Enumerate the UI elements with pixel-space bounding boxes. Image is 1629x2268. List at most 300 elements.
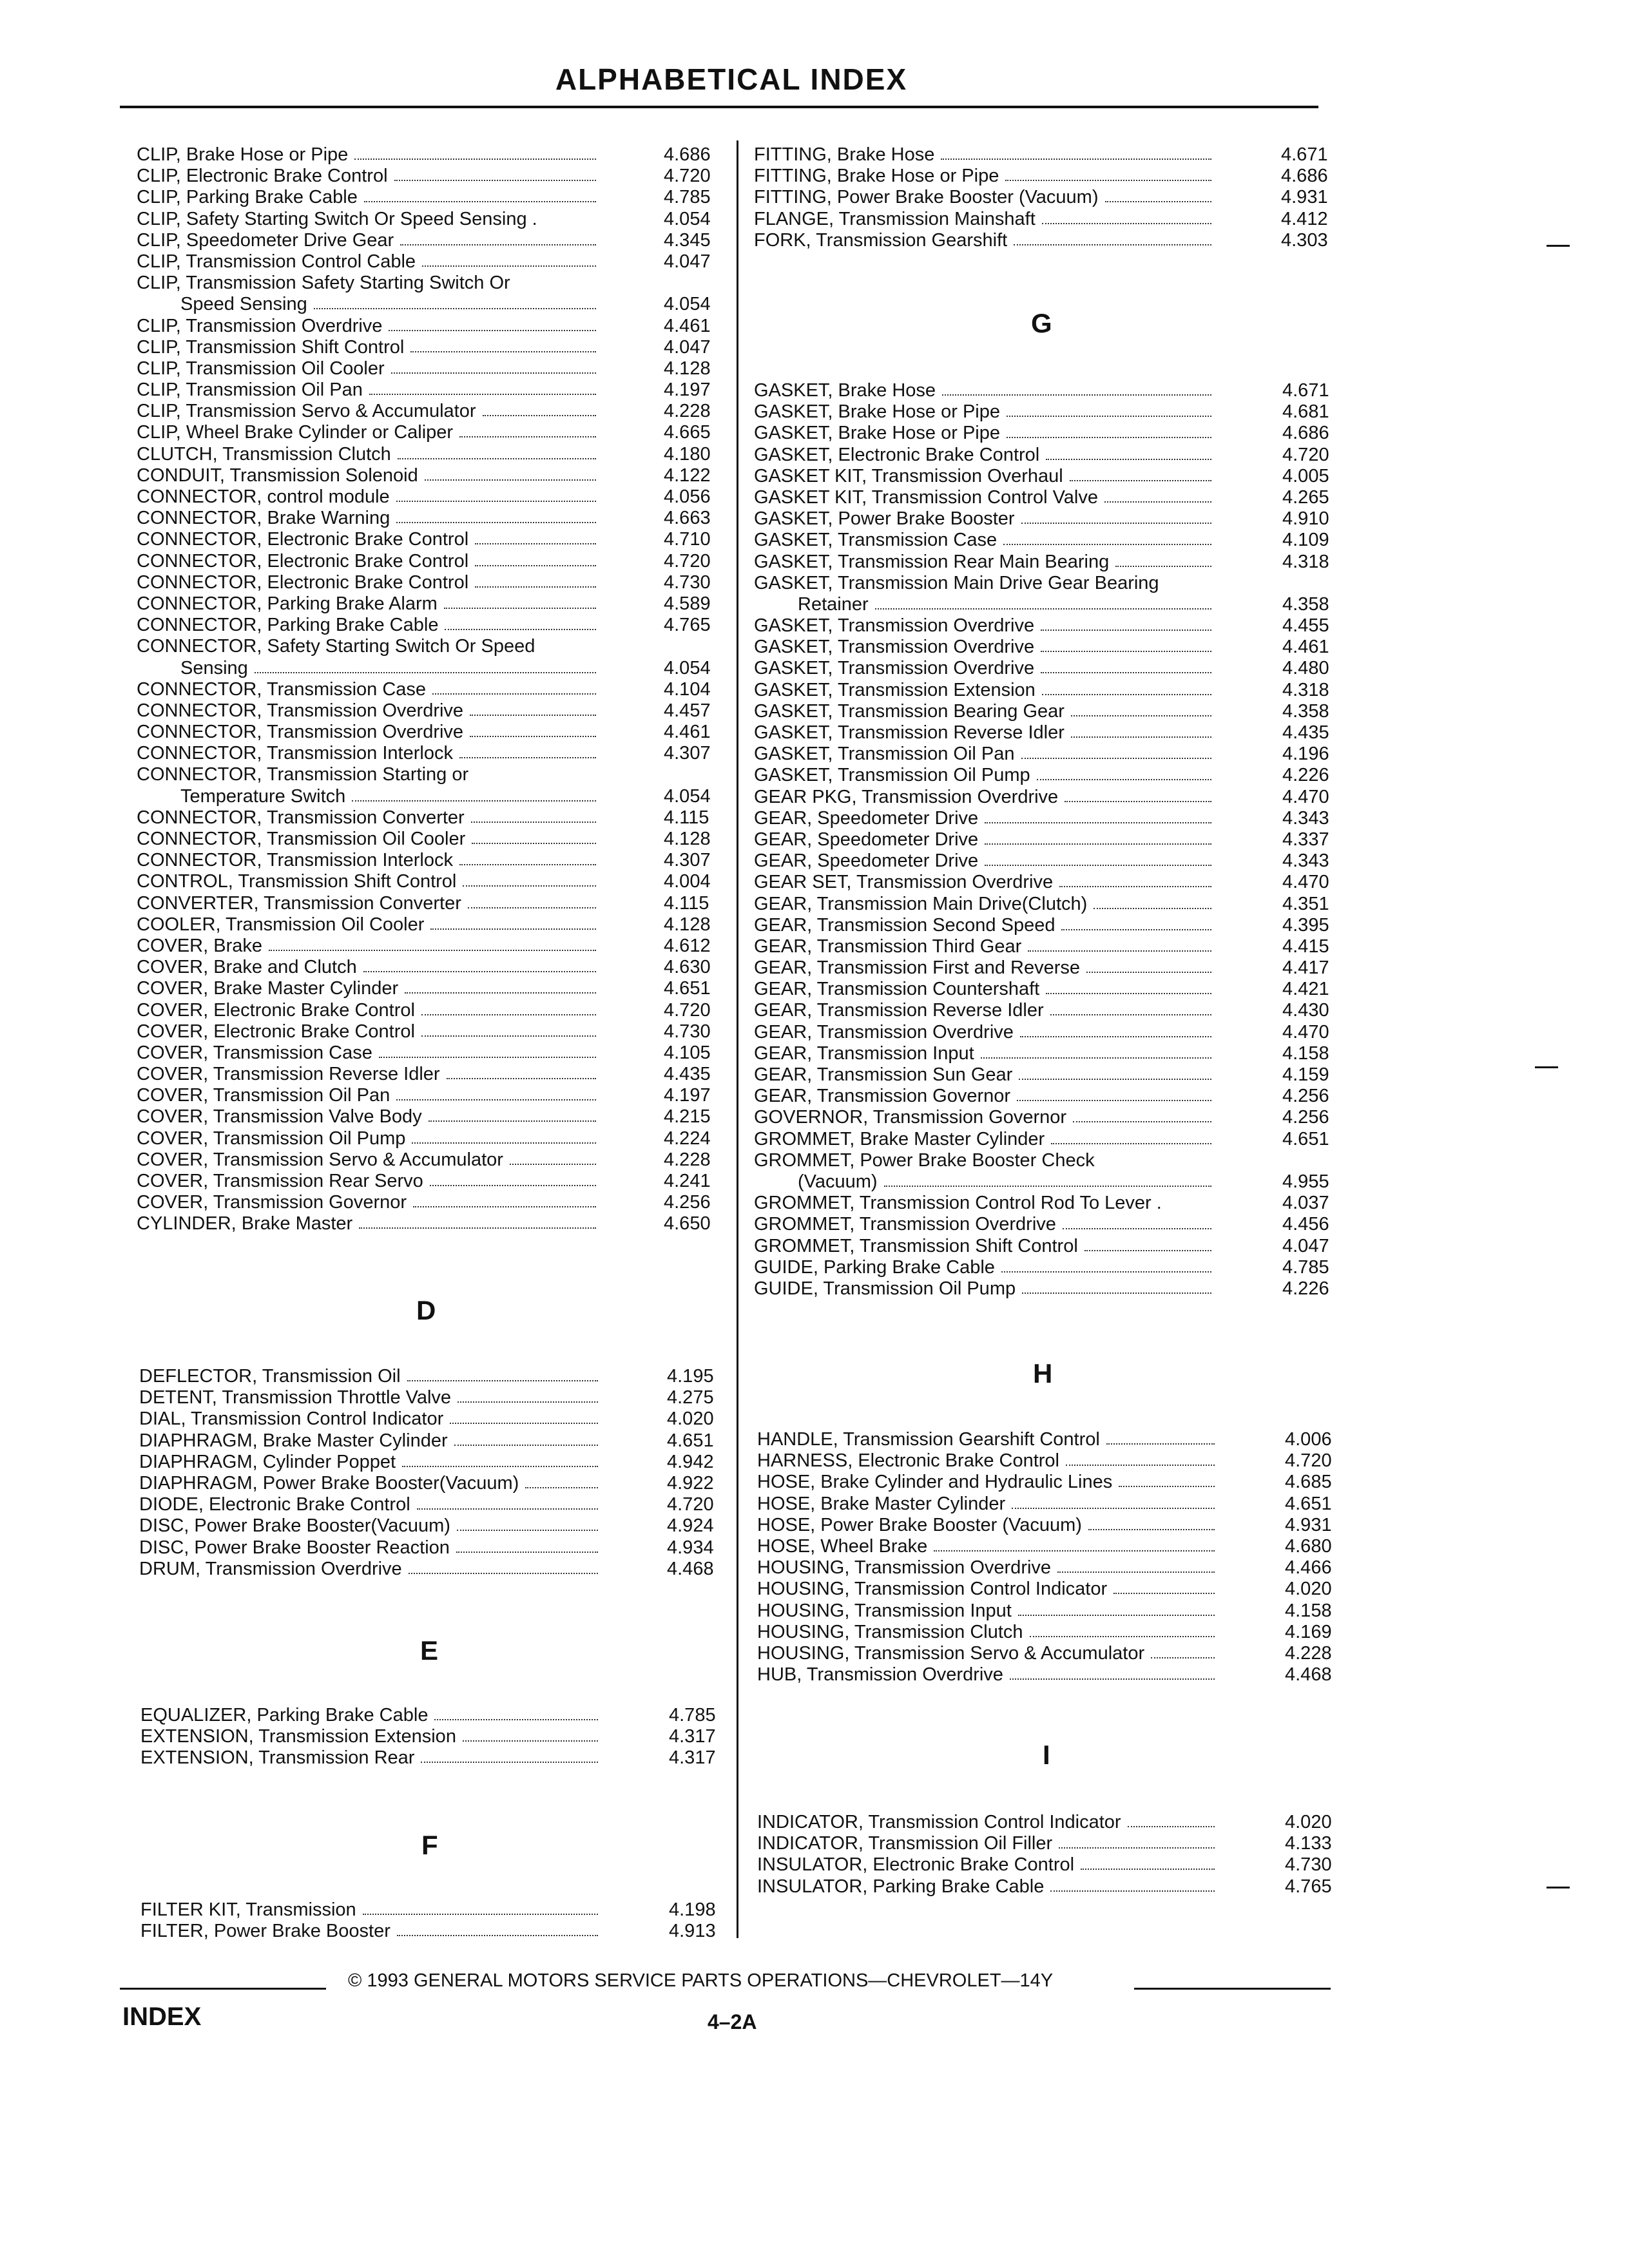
index-entry bbox=[757, 1600, 1375, 1622]
dot-leader bbox=[1128, 1826, 1215, 1827]
index-entry-text: DIAPHRAGM, Power Brake Booster(Vacuum) bbox=[139, 1472, 519, 1494]
index-entry bbox=[137, 615, 754, 636]
index-entry bbox=[139, 1559, 757, 1580]
index-entry-page: 4.020 bbox=[1285, 1812, 1332, 1832]
dot-leader bbox=[391, 372, 596, 374]
index-entry bbox=[754, 829, 1373, 850]
index-entry bbox=[757, 1557, 1375, 1579]
dot-leader bbox=[1059, 886, 1211, 887]
index-entry-text: CONNECTOR, Electronic Brake Control bbox=[137, 529, 469, 550]
dot-leader bbox=[413, 1206, 596, 1207]
index-entry-text: DISC, Power Brake Booster(Vacuum) bbox=[139, 1515, 450, 1537]
index-entry-text: CONNECTOR, Parking Brake Cable bbox=[137, 615, 439, 636]
index-entry-page: 4.317 bbox=[669, 1747, 716, 1769]
index-entry-text: FLANGE, Transmission Mainshaft bbox=[754, 208, 1036, 229]
index-entry-text: GASKET, Brake Hose or Pipe bbox=[754, 401, 1000, 423]
index-entry-page: 4.685 bbox=[1285, 1472, 1332, 1493]
index-entry-page: 4.180 bbox=[664, 443, 711, 465]
dot-leader bbox=[459, 864, 596, 865]
dot-leader bbox=[394, 180, 596, 181]
index-entry-text: Sensing bbox=[180, 657, 248, 678]
index-entry-page: 4.720 bbox=[1282, 444, 1329, 465]
index-entry bbox=[757, 1472, 1375, 1493]
dot-leader bbox=[934, 1550, 1215, 1552]
margin-mark bbox=[1547, 1887, 1570, 1888]
dot-leader bbox=[379, 1057, 596, 1058]
index-entry-text: GASKET, Brake Hose or Pipe bbox=[754, 423, 1000, 444]
dot-leader bbox=[459, 757, 596, 758]
index-entry-page: 4.456 bbox=[1282, 1214, 1329, 1235]
index-entry-page: 4.470 bbox=[1282, 1021, 1329, 1043]
index-entry-page: 4.720 bbox=[664, 999, 711, 1021]
index-entry-text: CLIP, Transmission Shift Control bbox=[137, 336, 405, 358]
index-entry-page: 4.158 bbox=[1285, 1600, 1332, 1621]
dot-leader bbox=[421, 1014, 596, 1015]
index-entry bbox=[137, 551, 754, 572]
dot-leader bbox=[1059, 1847, 1215, 1849]
index-entry-page: 4.351 bbox=[1282, 893, 1329, 914]
index-entry-page: 4.686 bbox=[1281, 166, 1328, 187]
dot-leader bbox=[425, 479, 596, 481]
dot-leader bbox=[444, 608, 596, 609]
index-entry-text: CONNECTOR, Parking Brake Alarm bbox=[137, 593, 438, 614]
index-entry-text: CONNECTOR, control module bbox=[137, 486, 390, 507]
index-entry bbox=[757, 1643, 1375, 1664]
section-letter-h: H bbox=[1033, 1358, 1053, 1389]
dot-leader bbox=[1041, 629, 1211, 631]
index-entry bbox=[754, 166, 1371, 187]
index-entry-text: GASKET, Transmission Overdrive bbox=[754, 615, 1035, 637]
index-entry-text: CONVERTER, Transmission Converter bbox=[137, 892, 461, 914]
dot-leader bbox=[421, 1762, 598, 1763]
index-entry-page: 4.468 bbox=[1285, 1664, 1332, 1686]
index-entry bbox=[754, 637, 1373, 658]
index-entry bbox=[757, 1876, 1375, 1898]
index-entry-page: 4.318 bbox=[1282, 551, 1329, 572]
dot-leader bbox=[483, 415, 596, 416]
index-entry bbox=[137, 700, 754, 722]
index-entry-text: CLUTCH, Transmission Clutch bbox=[137, 443, 391, 465]
index-entry bbox=[137, 743, 754, 764]
index-entry-text: CONDUIT, Transmission Solenoid bbox=[137, 465, 418, 486]
footer-page-number: 4–2A bbox=[708, 2010, 757, 2033]
index-entry bbox=[757, 1664, 1375, 1686]
dot-leader bbox=[1094, 908, 1211, 909]
dot-leader bbox=[1030, 1636, 1215, 1637]
index-entry-text: Temperature Switch bbox=[180, 785, 346, 807]
dot-leader bbox=[1084, 1250, 1211, 1251]
dot-leader bbox=[1042, 223, 1211, 224]
index-entry bbox=[137, 144, 754, 166]
dot-leader bbox=[1113, 1593, 1215, 1594]
index-entry bbox=[137, 871, 754, 892]
dot-leader bbox=[255, 672, 596, 673]
index-entry-page: 4.680 bbox=[1285, 1535, 1332, 1557]
index-entry bbox=[137, 658, 754, 679]
index-entry bbox=[137, 209, 754, 230]
section-d-list bbox=[139, 1366, 757, 1580]
index-entry-page: 4.226 bbox=[1282, 765, 1329, 786]
index-entry-text: HARNESS, Electronic Brake Control bbox=[757, 1450, 1059, 1472]
index-entry bbox=[137, 401, 754, 422]
title-rule bbox=[120, 106, 1318, 108]
index-entry-text: HOSE, Brake Cylinder and Hydraulic Lines bbox=[757, 1472, 1113, 1493]
left-column-list bbox=[137, 144, 754, 1235]
index-entry-text: GEAR, Speedometer Drive bbox=[754, 850, 979, 872]
index-entry-page: 4.665 bbox=[664, 422, 711, 443]
index-entry-page: 4.197 bbox=[664, 380, 711, 401]
dot-leader bbox=[1041, 651, 1211, 652]
dot-leader bbox=[525, 1487, 598, 1488]
index-entry-text: GEAR PKG, Transmission Overdrive bbox=[754, 786, 1059, 807]
index-entry bbox=[139, 1473, 757, 1494]
index-entry-page: 4.730 bbox=[1285, 1854, 1332, 1876]
index-entry bbox=[757, 1812, 1375, 1833]
index-entry-text: GEAR, Speedometer Drive bbox=[754, 829, 979, 850]
dot-leader bbox=[1057, 1571, 1215, 1573]
dot-leader bbox=[398, 458, 596, 459]
index-entry-page: 4.054 bbox=[664, 294, 711, 315]
index-entry-text: COVER, Transmission Reverse Idler bbox=[137, 1064, 440, 1085]
index-entry-page: 4.228 bbox=[664, 1149, 711, 1170]
index-entry bbox=[757, 1536, 1375, 1557]
index-entry bbox=[757, 1854, 1375, 1876]
index-entry-text: Speed Sensing bbox=[180, 294, 307, 315]
index-entry-page: 4.337 bbox=[1282, 829, 1329, 850]
index-entry bbox=[754, 722, 1373, 744]
index-entry bbox=[140, 1705, 759, 1726]
dot-leader bbox=[985, 843, 1211, 845]
index-entry-page: 4.955 bbox=[1282, 1171, 1329, 1192]
dot-leader bbox=[1007, 416, 1211, 417]
index-entry-page: 4.612 bbox=[664, 935, 711, 956]
section-g-list bbox=[754, 380, 1373, 1300]
dot-leader bbox=[412, 1142, 596, 1144]
index-entry-text: CONNECTOR, Transmission Interlock bbox=[137, 850, 453, 871]
index-entry-text: CLIP, Electronic Brake Control bbox=[137, 166, 388, 187]
index-entry bbox=[137, 1213, 754, 1235]
margin-mark bbox=[1547, 245, 1570, 247]
index-entry-page: 4.589 bbox=[664, 593, 711, 614]
index-entry-text: CONNECTOR, Transmission Converter bbox=[137, 807, 465, 828]
section-letter-f: F bbox=[421, 1830, 438, 1860]
index-entry bbox=[137, 337, 754, 358]
dot-leader bbox=[1005, 180, 1211, 181]
index-entry-text: GEAR, Transmission Governor bbox=[754, 1086, 1011, 1107]
index-entry-page: 4.020 bbox=[1285, 1579, 1332, 1600]
index-entry-page: 4.730 bbox=[664, 1021, 711, 1042]
index-entry bbox=[137, 1192, 754, 1213]
dot-leader bbox=[985, 822, 1211, 823]
dot-leader bbox=[981, 1057, 1211, 1059]
index-entry-text: GEAR, Transmission Reverse Idler bbox=[754, 1000, 1044, 1021]
index-entry bbox=[137, 764, 754, 785]
dot-leader bbox=[454, 1445, 598, 1446]
footer-section: INDEX bbox=[122, 2003, 202, 2031]
index-entry-page: 4.651 bbox=[667, 1430, 714, 1451]
index-entry-page: 4.047 bbox=[664, 251, 711, 272]
index-entry bbox=[137, 572, 754, 593]
index-entry-page: 4.128 bbox=[664, 914, 711, 935]
dot-leader bbox=[470, 715, 596, 716]
index-entry bbox=[137, 636, 754, 657]
index-entry-page: 4.128 bbox=[664, 829, 711, 849]
index-entry bbox=[754, 787, 1373, 808]
dot-leader bbox=[463, 1740, 598, 1742]
index-entry bbox=[140, 1726, 759, 1747]
dot-leader bbox=[1071, 736, 1211, 738]
section-f-list bbox=[140, 1899, 759, 1942]
index-entry bbox=[137, 187, 754, 208]
index-entry-page: 4.663 bbox=[664, 508, 711, 529]
index-entry-text: GASKET, Transmission Case bbox=[754, 530, 998, 551]
index-entry-page: 4.318 bbox=[1282, 679, 1329, 700]
dot-leader bbox=[1018, 1615, 1215, 1616]
index-entry-text: CLIP, Wheel Brake Cylinder or Caliper bbox=[137, 422, 454, 443]
index-entry-text: GROMMET, Brake Master Cylinder bbox=[754, 1128, 1045, 1149]
index-entry-page: 4.461 bbox=[664, 722, 711, 743]
section-letter-g: G bbox=[1031, 308, 1052, 338]
dot-leader bbox=[400, 244, 596, 245]
index-entry bbox=[137, 465, 754, 486]
index-entry-text: GROMMET, Transmission Overdrive bbox=[754, 1214, 1056, 1235]
index-entry bbox=[754, 1129, 1373, 1150]
index-entry bbox=[754, 508, 1373, 530]
dot-leader bbox=[1050, 1890, 1215, 1892]
dot-leader bbox=[1081, 1869, 1215, 1870]
index-entry-text: GASKET, Transmission Bearing Gear bbox=[754, 700, 1065, 722]
index-entry-page: 4.461 bbox=[1282, 637, 1329, 658]
index-entry bbox=[137, 273, 754, 294]
index-entry-page: 4.922 bbox=[667, 1472, 714, 1494]
index-entry bbox=[754, 380, 1373, 401]
index-entry-text: GROMMET, Transmission Control Rod To Lever . bbox=[754, 1193, 1162, 1214]
index-entry-page: 4.671 bbox=[1282, 380, 1329, 401]
index-entry bbox=[754, 1236, 1373, 1257]
dot-leader bbox=[450, 1423, 598, 1424]
index-entry bbox=[754, 765, 1373, 786]
index-entry-page: 4.412 bbox=[1281, 208, 1328, 229]
index-entry-page: 4.159 bbox=[1282, 1064, 1329, 1085]
index-entry-text: GASKET, Transmission Reverse Idler bbox=[754, 722, 1065, 743]
section-h-list bbox=[757, 1429, 1375, 1686]
index-entry-page: 4.730 bbox=[664, 572, 711, 593]
index-entry-text: CONNECTOR, Electronic Brake Control bbox=[137, 572, 469, 593]
dot-leader bbox=[1106, 1443, 1215, 1445]
index-entry-text: Retainer bbox=[798, 593, 869, 615]
section-letter-e: E bbox=[420, 1635, 439, 1666]
footer-rule-right bbox=[1134, 1988, 1331, 1990]
index-entry-page: 4.720 bbox=[1285, 1450, 1332, 1472]
index-entry bbox=[139, 1515, 757, 1537]
dot-leader bbox=[1019, 1079, 1211, 1080]
dot-leader bbox=[422, 265, 596, 267]
index-entry-page: 4.686 bbox=[1282, 423, 1329, 444]
index-entry-text: HOSE, Wheel Brake bbox=[757, 1535, 928, 1557]
dot-leader bbox=[471, 822, 596, 823]
index-entry-page: 4.198 bbox=[669, 1899, 716, 1920]
index-entry-page: 4.241 bbox=[664, 1171, 711, 1191]
dot-leader bbox=[459, 436, 596, 437]
index-entry bbox=[754, 1150, 1373, 1171]
index-entry-page: 4.785 bbox=[669, 1705, 716, 1725]
index-entry-page: 4.303 bbox=[1281, 229, 1328, 251]
index-entry bbox=[139, 1537, 757, 1559]
index-entry bbox=[754, 552, 1373, 573]
index-entry-page: 4.054 bbox=[664, 657, 711, 678]
index-entry-page: 4.686 bbox=[664, 144, 711, 165]
index-entry-page: 4.461 bbox=[664, 315, 711, 336]
index-entry bbox=[137, 508, 754, 529]
index-entry-page: 4.256 bbox=[664, 1192, 711, 1213]
index-entry-page: 4.228 bbox=[664, 401, 711, 422]
dot-leader bbox=[884, 1186, 1211, 1187]
dot-leader bbox=[1037, 779, 1211, 780]
index-entry bbox=[754, 1214, 1373, 1235]
index-entry-page: 4.671 bbox=[1281, 144, 1328, 165]
dot-leader bbox=[1022, 1293, 1211, 1294]
index-entry-text: HOUSING, Transmission Control Indicator bbox=[757, 1579, 1108, 1600]
index-entry-page: 4.785 bbox=[1282, 1256, 1329, 1278]
index-entry bbox=[757, 1622, 1375, 1643]
index-entry-text: GASKET, Transmission Overdrive bbox=[754, 658, 1035, 679]
dot-leader bbox=[396, 501, 596, 502]
index-entry bbox=[757, 1494, 1375, 1515]
index-entry-page: 4.415 bbox=[1282, 936, 1329, 957]
index-entry-text: HOSE, Brake Master Cylinder bbox=[757, 1493, 1006, 1514]
index-entry-text: COVER, Transmission Oil Pan bbox=[137, 1085, 390, 1106]
index-entry bbox=[139, 1494, 757, 1515]
index-entry bbox=[754, 915, 1373, 936]
dot-leader bbox=[1001, 1271, 1211, 1273]
index-entry-text: GOVERNOR, Transmission Governor bbox=[754, 1107, 1067, 1128]
index-entry-page: 4.417 bbox=[1282, 957, 1329, 979]
dot-leader bbox=[1086, 972, 1211, 973]
index-entry bbox=[757, 1450, 1375, 1472]
index-entry-text: GEAR, Speedometer Drive bbox=[754, 807, 979, 829]
index-entry-text: CLIP, Transmission Oil Pan bbox=[137, 380, 363, 401]
index-entry-text: HANDLE, Transmission Gearshift Control bbox=[757, 1429, 1100, 1450]
index-entry bbox=[139, 1452, 757, 1473]
index-entry-page: 4.710 bbox=[664, 529, 711, 550]
index-entry-text: DIODE, Electronic Brake Control bbox=[139, 1494, 410, 1515]
index-entry bbox=[137, 1085, 754, 1106]
index-entry-page: 4.681 bbox=[1282, 401, 1329, 423]
index-entry-text: GASKET, Electronic Brake Control bbox=[754, 444, 1040, 465]
index-entry-page: 4.275 bbox=[667, 1387, 714, 1408]
dot-leader bbox=[1051, 1143, 1211, 1144]
index-entry bbox=[754, 401, 1373, 423]
index-entry-text: COVER, Transmission Governor bbox=[137, 1192, 407, 1213]
index-entry-text: HOUSING, Transmission Clutch bbox=[757, 1621, 1023, 1642]
dot-leader bbox=[1012, 1508, 1215, 1509]
dot-leader bbox=[472, 843, 596, 844]
index-entry-text: GASKET, Transmission Rear Main Bearing bbox=[754, 551, 1110, 572]
dot-leader bbox=[314, 308, 596, 309]
index-entry bbox=[137, 1021, 754, 1043]
index-entry bbox=[137, 893, 754, 914]
index-entry-page: 4.343 bbox=[1282, 807, 1329, 829]
index-entry bbox=[757, 1833, 1375, 1854]
index-entry bbox=[139, 1387, 757, 1408]
index-entry bbox=[137, 786, 754, 807]
index-entry-page: 4.651 bbox=[664, 978, 711, 999]
index-entry-text: CONNECTOR, Electronic Brake Control bbox=[137, 550, 469, 572]
dot-leader bbox=[1014, 244, 1211, 245]
index-entry-page: 4.037 bbox=[1282, 1193, 1329, 1214]
index-entry-page: 4.054 bbox=[664, 208, 711, 229]
index-entry bbox=[754, 1257, 1373, 1278]
index-entry-text: GEAR, Transmission Main Drive(Clutch) bbox=[754, 893, 1088, 914]
index-entry bbox=[139, 1366, 757, 1387]
index-entry-text: CLIP, Safety Starting Switch Or Speed Sensing . bbox=[137, 208, 537, 229]
index-entry-page: 4.720 bbox=[664, 166, 711, 187]
dot-leader bbox=[1088, 1529, 1215, 1530]
index-entry-text: GEAR, Transmission First and Reverse bbox=[754, 957, 1081, 979]
index-entry bbox=[754, 487, 1373, 508]
index-entry bbox=[754, 957, 1373, 979]
dot-leader bbox=[475, 543, 596, 544]
dot-leader bbox=[430, 928, 596, 930]
index-entry-text: GASKET KIT, Transmission Control Valve bbox=[754, 486, 1099, 508]
index-entry bbox=[754, 423, 1373, 444]
index-entry-text: CONNECTOR, Transmission Starting or bbox=[137, 764, 469, 785]
index-entry-text: (Vacuum) bbox=[798, 1171, 878, 1192]
index-entry bbox=[137, 166, 754, 187]
index-entry bbox=[754, 445, 1373, 466]
index-entry bbox=[137, 1000, 754, 1021]
index-entry-text: FITTING, Brake Hose or Pipe bbox=[754, 166, 999, 187]
index-entry bbox=[754, 850, 1373, 872]
index-entry-page: 4.395 bbox=[1282, 914, 1329, 936]
index-entry bbox=[137, 850, 754, 871]
dot-leader bbox=[429, 1120, 596, 1122]
index-entry bbox=[754, 530, 1373, 551]
dot-leader bbox=[1046, 459, 1211, 460]
index-entry-text: COVER, Brake and Clutch bbox=[137, 957, 357, 978]
index-entry-text: CLIP, Speedometer Drive Gear bbox=[137, 229, 394, 251]
index-entry-text: COVER, Transmission Servo & Accumulator bbox=[137, 1149, 503, 1170]
dot-leader bbox=[875, 608, 1211, 610]
index-entry-text: GUIDE, Transmission Oil Pump bbox=[754, 1278, 1016, 1299]
index-entry bbox=[137, 1043, 754, 1064]
index-entry-text: GASKET, Transmission Oil Pump bbox=[754, 765, 1030, 786]
index-entry-text: FITTING, Brake Hose bbox=[754, 144, 935, 165]
index-entry bbox=[754, 594, 1373, 615]
index-entry-page: 4.307 bbox=[664, 743, 711, 764]
index-entry-page: 4.256 bbox=[1282, 1086, 1329, 1107]
index-entry-text: CONNECTOR, Transmission Overdrive bbox=[137, 722, 464, 743]
index-entry-text: GROMMET, Power Brake Booster Check bbox=[754, 1149, 1095, 1171]
dot-leader bbox=[269, 950, 596, 951]
index-entry-page: 4.651 bbox=[1285, 1493, 1332, 1514]
index-entry bbox=[137, 978, 754, 999]
index-entry-text: COVER, Transmission Rear Servo bbox=[137, 1171, 423, 1191]
index-entry-text: FORK, Transmission Gearshift bbox=[754, 229, 1008, 251]
index-entry-text: GEAR SET, Transmission Overdrive bbox=[754, 872, 1054, 893]
index-entry bbox=[754, 1000, 1373, 1021]
dot-leader bbox=[510, 1164, 596, 1165]
index-entry-text: DRUM, Transmission Overdrive bbox=[139, 1558, 402, 1579]
dot-leader bbox=[1061, 929, 1211, 930]
index-entry-page: 4.358 bbox=[1282, 700, 1329, 722]
index-entry-page: 4.942 bbox=[667, 1451, 714, 1472]
index-entry-page: 4.047 bbox=[1282, 1235, 1329, 1256]
index-entry-page: 4.122 bbox=[664, 465, 711, 486]
index-entry-page: 4.785 bbox=[664, 187, 711, 208]
index-entry bbox=[137, 358, 754, 380]
dot-leader bbox=[432, 693, 596, 695]
